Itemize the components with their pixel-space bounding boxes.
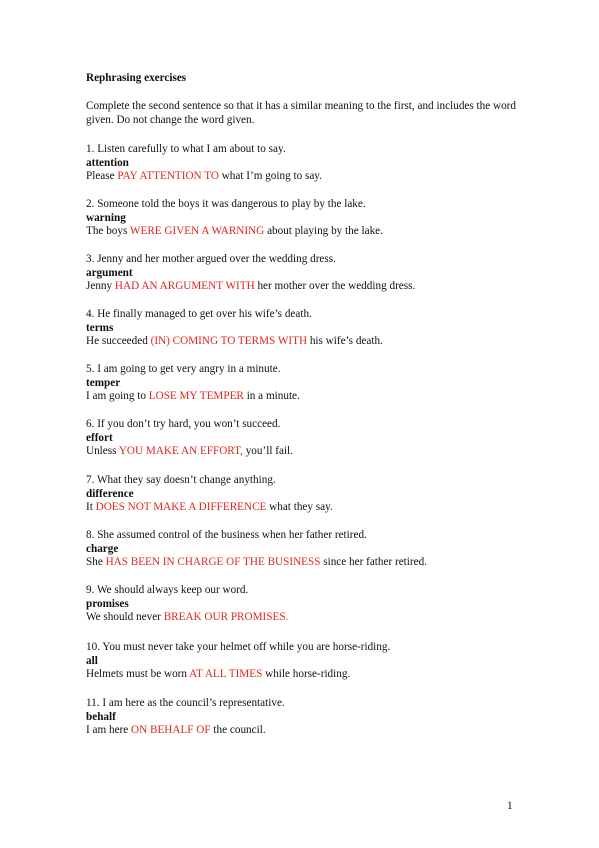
rephrased-sentence: [86, 280, 526, 294]
exercise-4: [86, 308, 526, 349]
sentence-end: her mother over the wedding dress.: [254, 280, 416, 292]
sentence-end: in a minute.: [243, 390, 300, 402]
rephrased-sentence: [86, 501, 526, 515]
answer-text: HAD AN ARGUMENT WITH: [114, 280, 255, 292]
given-word: warning: [86, 211, 126, 224]
prompt-sentence: 4. He finally managed to get over his wife’s death.: [86, 308, 312, 320]
sentence-start: It: [86, 501, 96, 513]
exercise-10: [86, 641, 526, 682]
rephrased-sentence: [86, 724, 526, 738]
sentence-start: He succeeded: [86, 335, 151, 347]
exercise-6: [86, 418, 526, 459]
sentence-start: She: [86, 556, 106, 568]
sentence-start: The boys: [86, 225, 130, 237]
rephrased-sentence: [86, 390, 526, 404]
given-word: promises: [86, 597, 129, 610]
prompt-sentence: 8. She assumed control of the business when her father retired.: [86, 529, 367, 541]
exercise-2: [86, 198, 526, 239]
exercise-5: [86, 363, 526, 404]
rephrased-sentence: [86, 611, 526, 625]
rephrased-sentence: [86, 445, 526, 459]
page-number: 1: [507, 800, 513, 812]
sentence-start: Helmets must be worn: [86, 668, 190, 680]
given-word: charge: [86, 542, 119, 555]
answer-text: (IN) COMING TO TERMS WITH: [150, 335, 308, 347]
answer-text: BREAK OUR PROMISES.: [163, 611, 289, 623]
page-title: Rephrasing exercises: [86, 72, 187, 84]
sentence-end: you’ll fail.: [242, 445, 293, 457]
exercise-8: [86, 529, 526, 570]
answer-text: LOSE MY TEMPER: [148, 390, 244, 402]
exercise-9: [86, 584, 526, 625]
prompt-sentence: 9. We should always keep our word.: [86, 584, 249, 596]
sentence-end: what I’m going to say.: [218, 170, 322, 182]
prompt-sentence: 7. What they say doesn’t change anything.: [86, 474, 276, 486]
sentence-end: about playing by the lake.: [264, 225, 383, 237]
sentence-end: his wife’s death.: [307, 335, 383, 347]
rephrased-sentence: [86, 556, 526, 570]
exercise-7: [86, 474, 526, 515]
given-word: argument: [86, 266, 133, 279]
exercise-11: [86, 697, 526, 738]
given-word: difference: [86, 487, 134, 500]
rephrased-sentence: [86, 170, 526, 184]
given-word: attention: [86, 156, 129, 169]
answer-text: DOES NOT MAKE A DIFFERENCE: [95, 501, 267, 513]
sentence-end: while horse-riding.: [262, 668, 351, 680]
answer-text: WERE GIVEN A WARNING: [129, 225, 265, 237]
exercise-1: [86, 143, 526, 184]
answer-text: HAS BEEN IN CHARGE OF THE BUSINESS: [105, 556, 321, 568]
sentence-start: Jenny: [86, 280, 115, 292]
sentence-end: since her father retired.: [320, 556, 427, 568]
sentence-start: We should never: [86, 611, 164, 623]
sentence-end: the council.: [210, 724, 266, 736]
given-word: temper: [86, 376, 121, 389]
prompt-sentence: 2. Someone told the boys it was dangerous to play by the lake.: [86, 198, 366, 210]
prompt-sentence: 1. Listen carefully to what I am about to say.: [86, 143, 286, 155]
prompt-sentence: 3. Jenny and her mother argued over the wedding dress.: [86, 253, 336, 265]
sentence-start: Unless: [86, 445, 119, 457]
exercise-3: [86, 253, 526, 294]
sentence-start: Please: [86, 170, 118, 182]
prompt-sentence: 11. I am here as the council’s representative.: [86, 697, 285, 709]
prompt-sentence: 10. You must never take your helmet off while you are horse-riding.: [86, 641, 391, 653]
rephrased-sentence: [86, 225, 526, 239]
answer-text: YOU MAKE AN EFFORT,: [118, 445, 243, 457]
instructions: Complete the second sentence so that it has a similar meaning to the first, and includes the word given. Do not change the word given.: [86, 100, 516, 126]
given-word: behalf: [86, 710, 116, 723]
given-word: effort: [86, 431, 113, 444]
given-word: all: [86, 654, 98, 667]
prompt-sentence: 5. I am going to get very angry in a minute.: [86, 363, 281, 375]
answer-text: ON BEHALF OF: [131, 724, 211, 736]
rephrased-sentence: [86, 335, 526, 349]
prompt-sentence: 6. If you don’t try hard, you won’t succeed.: [86, 418, 281, 430]
sentence-end: what they say.: [266, 501, 333, 513]
rephrased-sentence: [86, 668, 526, 682]
sentence-start: I am here: [86, 724, 132, 736]
answer-text: PAY ATTENTION TO: [117, 170, 219, 182]
sentence-start: I am going to: [86, 390, 149, 402]
answer-text: AT ALL TIMES: [189, 668, 263, 680]
given-word: terms: [86, 321, 114, 334]
